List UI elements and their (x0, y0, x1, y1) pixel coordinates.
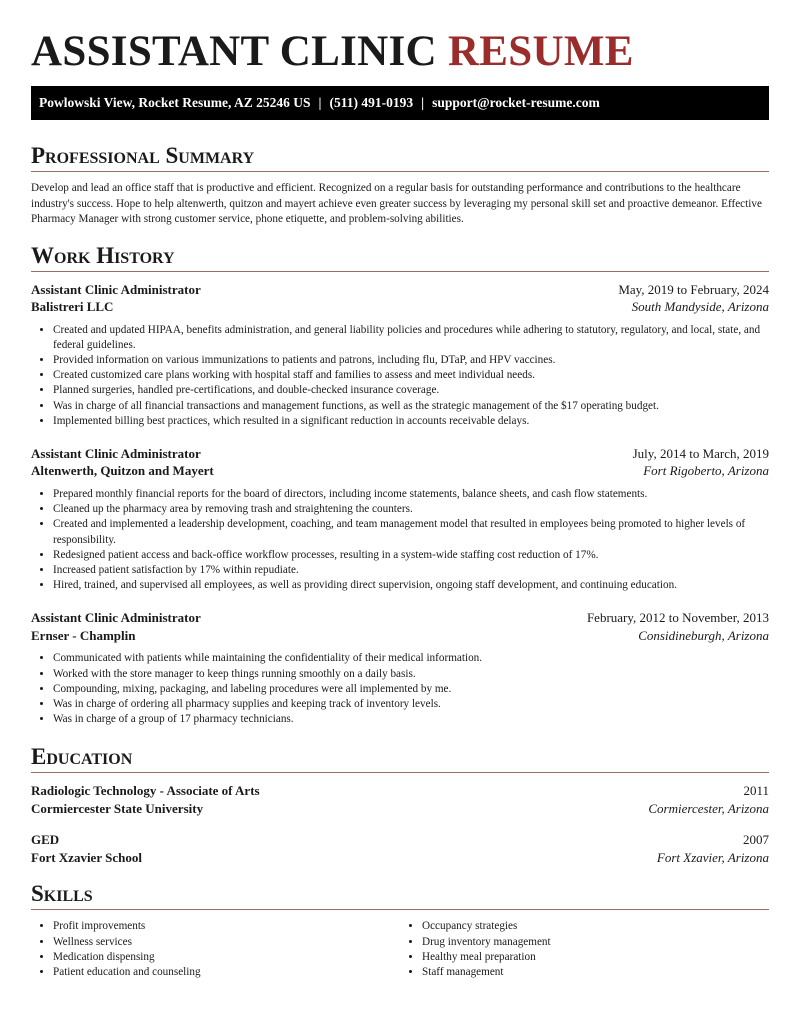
job-bullet: • Cleaned up the pharmacy area by removing trash and straightening the counters. (53, 502, 769, 517)
job-title: Assistant Clinic Administrator (31, 281, 201, 297)
skill-item: • Medication dispensing (53, 950, 400, 965)
skill-item: • Healthy meal preparation (422, 950, 769, 965)
education-year: 2007 (743, 832, 769, 848)
contact-address: Powlowski View, Rocket Resume, AZ 25246 US (39, 95, 311, 110)
job-title: Assistant Clinic Administrator (31, 610, 201, 626)
job-entry (31, 281, 769, 429)
job-bullet: • Created and implemented a leadership development, coaching, and team management model that resulted in employees being promoted to higher levels of responsibility. (53, 517, 769, 547)
job-bullet: • Was in charge of a group of 17 pharmacy technicians. (53, 712, 769, 727)
job-bullets (31, 323, 769, 429)
education-entry (31, 782, 769, 817)
section-heading-summary: Professional Summary (31, 142, 769, 172)
job-dates: May, 2019 to February, 2024 (618, 281, 769, 297)
professional-summary-section (31, 142, 769, 228)
job-bullet: • Increased patient satisfaction by 17% within repudiate. (53, 563, 769, 578)
job-bullet: • Communicated with patients while maintaining the confidentiality of their medical information. (53, 651, 769, 666)
job-bullet: • Created customized care plans working with hospital staff and families to assess and meet individual needs. (53, 368, 769, 383)
job-location: South Mandyside, Arizona (631, 299, 769, 314)
contact-separator: | (318, 95, 322, 110)
work-history-section (31, 242, 769, 728)
job-bullets (31, 651, 769, 727)
job-bullet: • Redesigned patient access and back-office workflow processes, resulting in a system-wide staffing cost reduction of 17%. (53, 548, 769, 563)
education-location: Fort Xzavier, Arizona (656, 849, 769, 865)
job-dates: February, 2012 to November, 2013 (586, 610, 769, 626)
education-entry (31, 831, 769, 866)
education-location: Cormiercester, Arizona (648, 800, 769, 816)
skill-item: • Drug inventory management (422, 935, 769, 950)
skills-columns (31, 919, 769, 980)
education-school: Cormiercester State University (31, 800, 204, 816)
job-bullet: • Implemented billing best practices, which resulted in a significant reduction in accounts receivable delays. (53, 414, 769, 429)
skill-item: • Patient education and counseling (53, 965, 400, 980)
job-bullet: • Provided information on various immunizations to patients and patrons, including flu, DTaP, and HPV vaccines. (53, 353, 769, 368)
section-heading-education: Education (31, 743, 769, 773)
job-title: Assistant Clinic Administrator (31, 445, 201, 461)
job-company: Balistreri LLC (31, 299, 114, 314)
section-heading-skills: Skills (31, 880, 769, 910)
job-company: Altenwerth, Quitzon and Mayert (31, 463, 214, 479)
section-heading-work: Work History (31, 242, 769, 272)
job-dates: July, 2014 to March, 2019 (632, 445, 769, 461)
contact-email[interactable]: support@rocket-resume.com (432, 95, 600, 110)
contact-phone[interactable]: (511) 491-0193 (329, 95, 414, 110)
contact-bar (31, 86, 769, 120)
skill-item: • Staff management (422, 965, 769, 980)
title-main: ASSISTANT CLINIC (31, 28, 437, 75)
title-accent: RESUME (447, 28, 634, 75)
job-entry (31, 445, 769, 593)
job-bullet: • Created and updated HIPAA, benefits administration, and general liability policies and procedures while adhering to statutory, regulatory, and local, state, and federal guidelines. (53, 323, 769, 353)
education-degree: GED (31, 832, 60, 848)
skills-section (31, 880, 769, 980)
education-year: 2011 (743, 783, 769, 799)
skill-item: • Profit improvements (53, 919, 400, 934)
education-school: Fort Xzavier School (31, 849, 142, 865)
skills-list-left (31, 919, 400, 980)
job-company: Ernser - Champlin (31, 627, 136, 643)
summary-text: Develop and lead an office staff that is productive and efficient. Recognized on a regular basis for outstanding performance and contributions to the healthcare industry's success. Hope to help altenwerth, quitzon and mayert achieve even greater success by leveraging my personal skill set and proactive demeanor. Effective Pharmacy Manager with strong customer service, phone etiquette, and problem-solving abilities. (31, 182, 762, 225)
skills-list-right (400, 919, 769, 980)
job-bullet: • Was in charge of all financial transactions and management functions, as well as the strategic management of the $17 operating budget. (53, 399, 769, 414)
skill-item: • Occupancy strategies (422, 919, 769, 934)
job-bullet: • Compounding, mixing, packaging, and labeling procedures were all implemented by me. (53, 682, 769, 697)
resume-title (31, 26, 769, 78)
education-degree: Radiologic Technology - Associate of Arts (31, 783, 260, 799)
job-bullet: • Was in charge of ordering all pharmacy supplies and keeping track of inventory levels. (53, 697, 769, 712)
education-section (31, 743, 769, 866)
job-bullet: • Prepared monthly financial reports for the board of directors, including income statements, balance sheets, and cash flow statements. (53, 487, 769, 502)
job-bullets (31, 487, 769, 593)
contact-separator: | (421, 95, 425, 110)
job-location: Fort Rigoberto, Arizona (643, 463, 769, 479)
job-location: Considineburgh, Arizona (638, 627, 769, 643)
skill-item: • Wellness services (53, 935, 400, 950)
job-bullet: • Planned surgeries, handled pre-certifications, and double-checked insurance coverage. (53, 383, 769, 398)
job-bullet: • Worked with the store manager to keep things running smoothly on a daily basis. (53, 667, 769, 682)
job-bullet: • Hired, trained, and supervised all employees, as well as providing direct supervision, ongoing staff development, and continuing education. (53, 578, 769, 593)
job-entry (31, 609, 769, 727)
